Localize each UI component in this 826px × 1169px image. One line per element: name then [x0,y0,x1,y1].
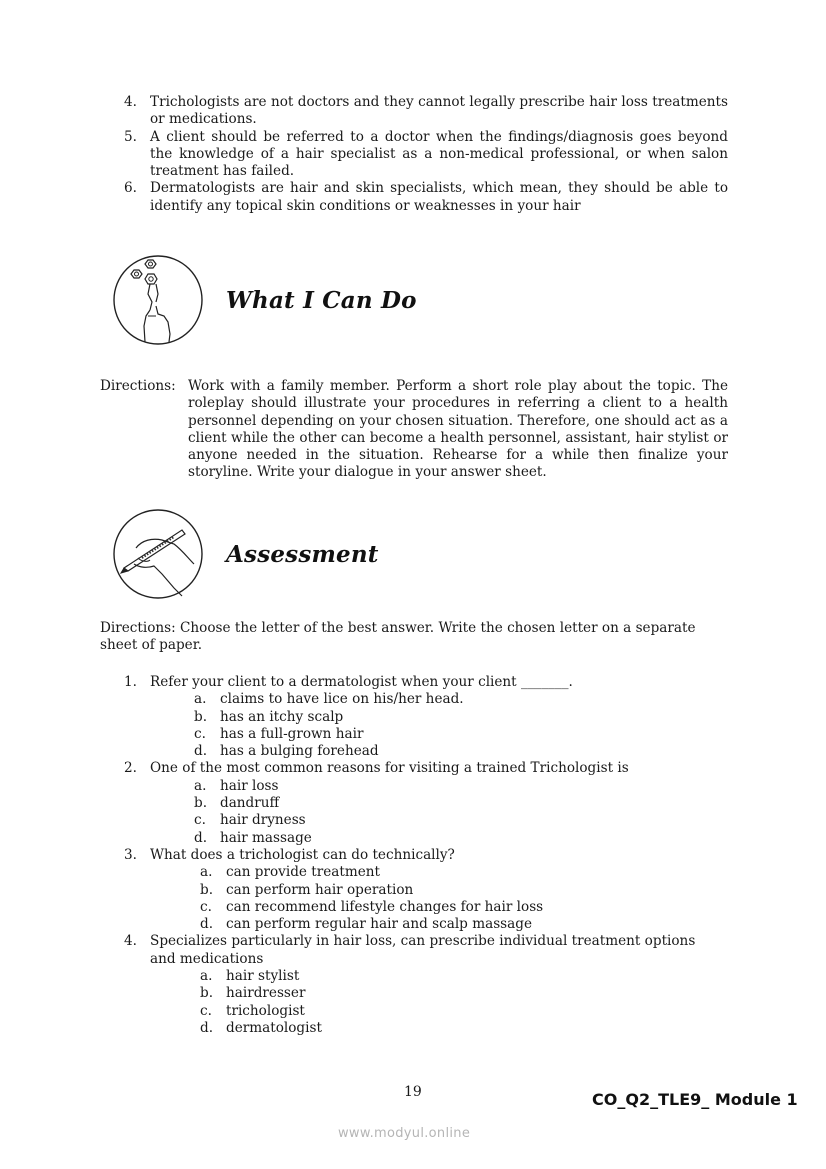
assessment-questions [124,674,724,1037]
option-text: can perform regular hair and scalp massage [226,916,533,933]
answer-option [194,709,724,726]
option-letter: b. [200,881,214,898]
question-text: One of the most common reasons for visiting a trained Trichologist is [150,760,629,777]
item-text: Dermatologists are hair and skin specialists, which mean, they should be able to identify any topical skin conditions or weaknesses in your hair [150,180,728,214]
option-text: hair dryness [220,812,306,829]
answer-option [194,743,724,760]
option-text: hair stylist [226,968,300,985]
question-number: 2. [124,760,137,777]
option-letter: a. [194,691,207,708]
answer-option [200,968,724,985]
answer-option [200,1020,724,1037]
list-item [124,129,728,181]
options-list [200,864,724,933]
answer-option [194,778,724,795]
module-code: CO_Q2_TLE9_ Module 1 [592,1090,798,1109]
item-number: 4. [124,94,137,110]
item-text: A client should be referred to a doctor when the findings/diagnosis goes beyond the knowledge of a hair specialist as a non-medical professional, or when salon treatment has failed. [150,128,728,180]
option-letter: d. [194,829,208,846]
options-list [194,778,724,847]
hand-writing-pencil-icon [112,508,204,600]
option-letter: b. [194,708,208,725]
section-title: What I Can Do [226,286,417,314]
answer-option [194,726,724,743]
assessment-directions: Directions: Choose the letter of the best answer. Write the chosen letter on a separate sheet of paper. [100,620,696,654]
question-number: 4. [124,933,137,950]
answer-option [200,1003,724,1020]
option-letter: a. [200,864,213,881]
item-number: 5. [124,128,137,145]
option-letter: c. [194,725,206,742]
option-letter: c. [200,898,212,915]
answer-option [200,899,724,916]
option-letter: d. [194,743,208,760]
question-text: What does a trichologist can do technically? [150,846,455,863]
option-letter: d. [200,916,214,933]
question-number: 1. [124,674,137,690]
list-item [124,94,728,129]
option-letter: c. [194,812,206,829]
answer-option [200,916,724,933]
question-text: Refer your client to a dermatologist when your client _______. [150,674,573,690]
answer-option [200,882,724,899]
question-item [124,760,724,846]
option-letter: c. [200,1002,212,1019]
item-number: 6. [124,180,137,197]
option-text: has an itchy scalp [220,708,344,725]
option-letter: d. [200,1019,214,1036]
answer-option [194,812,724,829]
assessment-header [112,508,379,600]
what-i-can-do-directions [100,378,728,482]
answer-option [194,830,724,847]
question-number: 3. [124,846,137,863]
directions-label: Directions: [100,378,176,394]
option-text: can perform hair operation [226,881,414,898]
option-text: dandruff [220,795,280,812]
option-letter: a. [194,777,207,794]
options-list [194,691,724,760]
what-i-can-do-header [112,254,417,346]
answer-option [200,985,724,1002]
section-title: Assessment [226,540,379,568]
answer-option [200,864,724,881]
option-text: hair massage [220,829,312,846]
question-item [124,933,724,1037]
option-text: trichologist [226,1002,305,1019]
question-text: Specializes particularly in hair loss, can prescribe individual treatment options and medications [150,933,696,967]
page-number: 19 [404,1084,422,1100]
option-text: claims to have lice on his/her head. [220,691,464,708]
options-list [200,968,724,1037]
option-text: dermatologist [226,1019,322,1036]
option-letter: b. [200,985,214,1002]
hand-with-nuts-icon [112,254,204,346]
watermark-link[interactable]: www.modyul.online [338,1126,471,1141]
option-text: has a full-grown hair [220,725,364,742]
list-item [124,180,728,215]
option-text: can provide treatment [226,864,380,881]
option-text: hair loss [220,777,279,794]
directions-text: Work with a family member. Perform a short role play about the topic. The roleplay should illustrate your procedures in referring a client to a health personnel depending on your chosen situation. Therefore, one should act as a client while the other can become a health personnel, assistant, hair stylist or anyone needed in the situation. Rehearse for a while then finalize your storyline. Write your dialogue in your answer sheet. [188,378,728,481]
option-letter: b. [194,795,208,812]
question-item [124,847,724,933]
option-text: can recommend lifestyle changes for hair loss [226,898,544,915]
option-text: has a bulging forehead [220,743,379,760]
answer-option [194,795,724,812]
item-text: Trichologists are not doctors and they cannot legally prescribe hair loss treatments or medications. [150,94,728,128]
continued-notes-list [124,94,728,215]
option-letter: a. [200,968,213,985]
option-text: hairdresser [226,985,306,1002]
answer-option [194,691,724,708]
question-item [124,674,724,760]
